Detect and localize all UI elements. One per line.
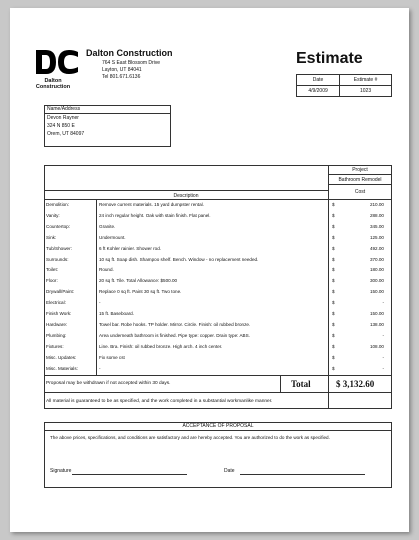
dollar-sign: $: [332, 365, 335, 371]
table-row: [44, 310, 392, 319]
row-amount: 180.00: [369, 267, 384, 273]
table-row: [44, 266, 392, 275]
row-description: Area underneath bathroom is finished. Pipe type: copper. Drain type: ABS.: [99, 332, 250, 338]
row-description: Undermount.: [99, 234, 126, 240]
row-amount: -: [382, 332, 384, 338]
row-amount: 125.00: [369, 234, 384, 240]
dollar-sign: $: [332, 202, 335, 207]
table-row: [44, 354, 392, 363]
row-description: 24 inch regular height. Oak with stain finish. Flat panel.: [99, 212, 211, 218]
row-description: -: [99, 365, 101, 371]
dollar-sign: $: [332, 256, 335, 262]
estimate-page: [10, 8, 409, 532]
company-logo-icon: [34, 48, 80, 76]
row-category: Misc. Updates:: [46, 354, 77, 360]
date-label: Date: [297, 75, 340, 86]
acceptance-box: [44, 422, 392, 488]
dollar-sign: $: [332, 267, 335, 273]
table-row: [44, 321, 392, 330]
row-amount: 300.00: [369, 278, 384, 284]
dollar-sign: $: [332, 354, 335, 360]
table-row: [44, 299, 392, 308]
table-row: [44, 234, 392, 243]
row-category: Surrounds:: [46, 256, 69, 262]
table-row: [44, 332, 392, 341]
company-address-line-1: 764 S East Blossom Drive: [102, 60, 161, 66]
row-amount: 150.00: [369, 311, 384, 316]
project-value: Bathroom Remodel: [328, 175, 392, 185]
customer-line: 324 N 850 E: [47, 123, 75, 129]
row-description: 10 sq ft. Soap dish. Shampoo shelf. Bench. Window - no replacement needed.: [99, 256, 259, 262]
customer-line: Devon Rayner: [47, 115, 79, 121]
dollar-sign: $: [332, 278, 335, 284]
total-value: $ 3,132.60: [328, 375, 392, 392]
row-category: Plumbing:: [46, 332, 67, 338]
dollar-sign: $: [332, 321, 335, 327]
row-category: Sink:: [46, 234, 57, 240]
row-amount: 288.00: [369, 212, 384, 218]
estimate-number-label: Estimate #: [340, 75, 392, 86]
logo-subtitle: Dalton Construction: [35, 78, 71, 90]
dollar-sign: $: [332, 311, 335, 316]
cost-header: Cost: [328, 185, 392, 200]
row-amount: -: [382, 365, 384, 371]
dollar-sign: $: [332, 332, 335, 338]
row-category: Toilet:: [46, 267, 58, 273]
row-description: Fix some cst: [99, 354, 125, 360]
table-row: [44, 245, 392, 254]
row-amount: 370.00: [369, 256, 384, 262]
table-row: [44, 223, 392, 232]
acceptance-text: The above prices, specifications, and conditions are satisfactory and are hereby accepted. You are authorized to do the work as specified.: [50, 435, 330, 440]
estimate-meta-table: [296, 74, 392, 97]
row-amount: 150.00: [369, 289, 384, 295]
customer-line: Orem, UT 84097: [47, 131, 85, 137]
company-name: Dalton Construction: [86, 48, 173, 58]
table-row: [44, 365, 392, 374]
table-row: [44, 201, 392, 210]
withdraw-note: Proposal may be withdrawn if not accepted within 30 days.: [46, 381, 171, 386]
row-description: Replace 0 sq ft. Paint 30 sq ft. Two tone.: [99, 289, 182, 295]
row-amount: 492.00: [369, 245, 384, 251]
row-description: Towel bar. Robe hooks. TP holder. Mirror. Circle. Finish: oil rubbed bronze.: [99, 321, 251, 327]
row-category: Electrical:: [46, 300, 66, 306]
total-label: Total: [280, 375, 328, 392]
row-description: -: [99, 300, 101, 306]
guarantee-note: All material is guaranteed to be as specified, and the work completed in a substantial workmanlike manner.: [44, 392, 392, 409]
customer-address-box: [44, 105, 171, 147]
row-description: Line. Bra. Finish: oil rubbed bronze. High arch. 4 inch center.: [99, 343, 223, 349]
dollar-sign: $: [332, 343, 335, 349]
row-description: 15 ft. Baseboard.: [99, 311, 134, 316]
row-amount: -: [382, 300, 384, 306]
customer-address-header: Name/Address: [45, 106, 170, 114]
row-category: Fixtures:: [46, 343, 64, 349]
dollar-sign: $: [332, 223, 335, 229]
row-amount: 138.00: [369, 321, 384, 327]
row-amount: -: [382, 354, 384, 360]
row-category: Tub/Shower:: [46, 245, 72, 251]
row-description: Granite.: [99, 223, 116, 229]
dollar-sign: $: [332, 245, 335, 251]
company-address-line-2: Layton, UT 84041: [102, 67, 142, 73]
date-value: 4/9/2009: [297, 86, 340, 97]
row-category: Hardware:: [46, 321, 68, 327]
description-header: Description: [44, 190, 328, 200]
dollar-sign: $: [332, 234, 335, 240]
row-category: Floor:: [46, 278, 58, 284]
table-row: [44, 343, 392, 352]
row-description: 6 ft Kohler rainier. Shower rod.: [99, 245, 162, 251]
dollar-sign: $: [332, 289, 335, 295]
row-category: Misc. Materials:: [46, 365, 78, 371]
table-row: [44, 212, 392, 221]
table-row: [44, 288, 392, 297]
row-category: Finish Work:: [46, 311, 72, 316]
row-category: Vanity:: [46, 212, 60, 218]
row-category: Drywall/Paint:: [46, 289, 75, 295]
row-amount: 108.00: [369, 343, 384, 349]
row-amount: 345.00: [369, 223, 384, 229]
company-phone: Tel 801.671.6136: [102, 74, 141, 80]
project-header: Project: [328, 165, 392, 175]
row-category: Demolition:: [46, 202, 69, 207]
dollar-sign: $: [332, 212, 335, 218]
acceptance-header: ACCEPTANCE OF PROPOSAL: [44, 422, 392, 431]
acceptance-date-line[interactable]: [240, 474, 365, 475]
signature-label: Signature: [50, 468, 72, 474]
row-description: Round.: [99, 267, 114, 273]
document-title: Estimate: [296, 50, 363, 67]
row-description: Remove current materials. 15 yard dumpster rental.: [99, 202, 204, 207]
row-category: Countertop:: [46, 223, 71, 229]
table-row: [44, 256, 392, 265]
acceptance-date-label: Date: [224, 468, 235, 474]
signature-line[interactable]: [72, 474, 187, 475]
table-row: [44, 277, 392, 286]
row-description: 20 sq ft. Tile. Total Allowance: $500.00: [99, 278, 178, 284]
dollar-sign: $: [332, 300, 335, 306]
estimate-number-value: 1023: [340, 86, 392, 97]
row-amount: 210.00: [369, 202, 384, 207]
